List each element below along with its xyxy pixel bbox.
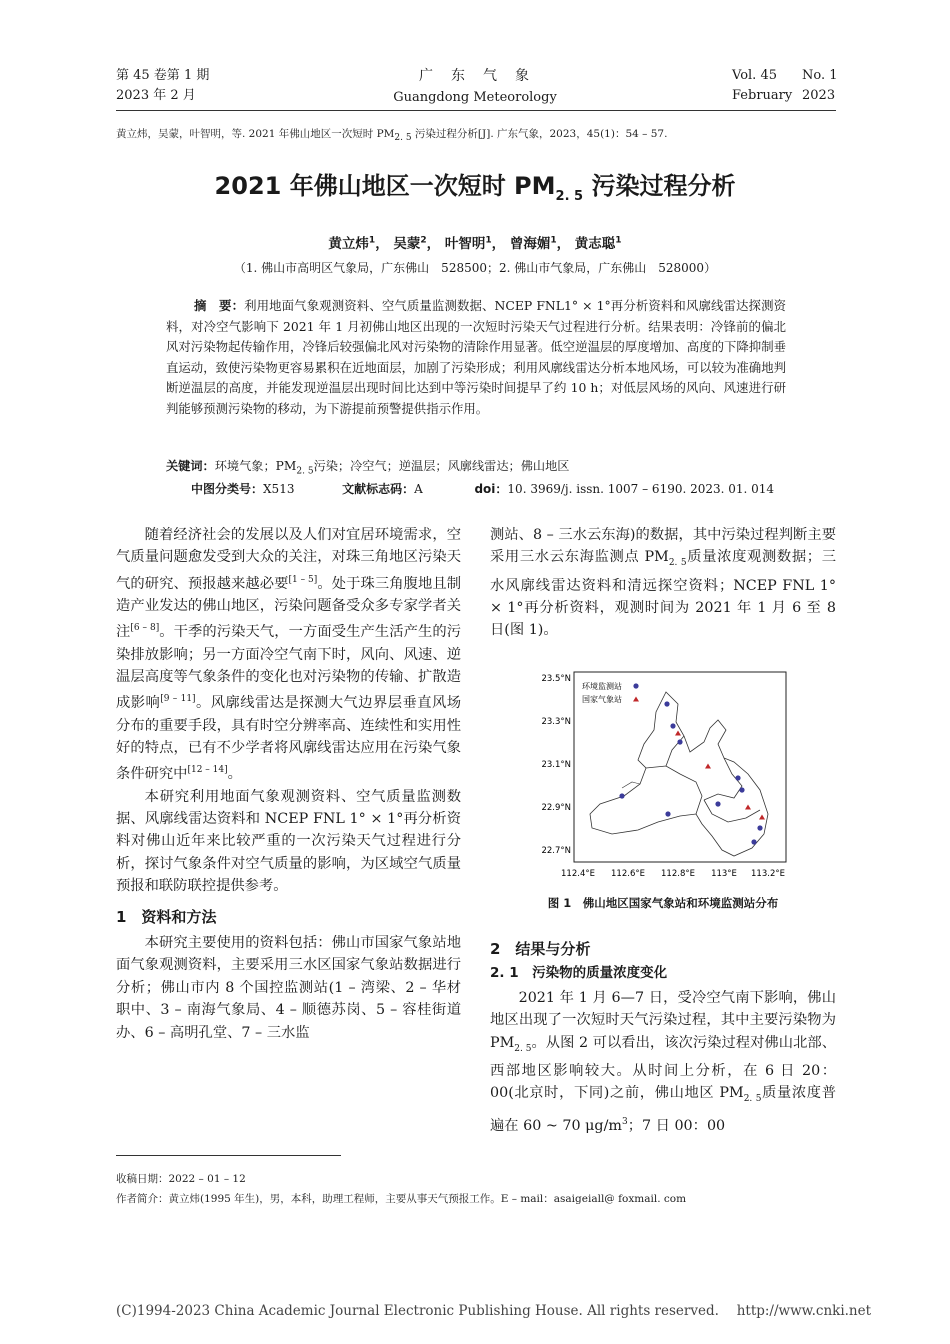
data-method-continuation: 测站、8 – 三水云东海)的数据，其中污染过程判断主要采用三水云东海监测点 $PM_{2. 5}$质量浓度观测数据；三水风廓线雷达资料和清远探空资料；NCEP FNL 1° × 1°再分析资料，观测时间为 2021 年 1 月 6 至 8 日(图 1)。 xyxy=(490,527,837,639)
journal-name-en: Guangdong Meteorology xyxy=(393,90,557,105)
legend-nat-label: 国家气象站 xyxy=(582,695,622,704)
intro-paragraph-1: 随着经济社会的发展以及人们对宜居环境需求，空气质量问题愈发受到大众的关注，对珠三角地区污染天气的研究、预报越来越必要[1 – 5]。处于珠三角腹地且制造产业发达的佛山地区，污染问题备受众多专家学者关注[6 – 8]。干季的污染天气，一方面受生产生活产生的污染排放影响；另一方面冷空气南下时，风向、风速、逆温层高度等气象条件的变化也对污染物的传输、扩散造成影响[9 – 11]。风廓线雷达是探测大气边界层垂直风场分布的重要手段，具有时空分辨率高、连续性和实用性好的特点，已有不少学者将风廓线雷达应用在污染气象条件研究中[12 – 14]。 xyxy=(116,527,462,783)
header-year-en: 2023 xyxy=(802,88,836,103)
header-vol-en: Vol. 45 xyxy=(732,68,777,83)
station-map xyxy=(528,664,790,890)
body-right-column-top xyxy=(490,524,836,642)
header-month-en: February xyxy=(732,88,793,103)
env-station-marker xyxy=(665,811,670,816)
data-method-paragraph: 本研究主要使用的资料包括：佛山市国家气象站地面气象观测资料，主要采用三水区国家气象站数据进行分析；佛山市内 8 个国控监测站(1 – 湾梁、2 – 华材职中、3 – 南海气象局、4 – 顺德苏岗、5 – 容桂街道办、6 – 高明孔堂、7 – 三水监 xyxy=(116,934,461,1041)
journal-name-cn: 广 东 气 象 xyxy=(419,68,531,84)
citation-line: 黄立炜，吴蒙，叶智明，等. 2021 年佛山地区一次短时 $PM_{2. 5}$ 污染过程分析[J]. 广东气象，2023，45(1)：54 – 57. xyxy=(116,128,668,144)
section-heading-2: 2 结果与分析 xyxy=(490,940,591,958)
x-tick-label: 112.6°E xyxy=(611,869,645,879)
section-heading-1: 1 资料和方法 xyxy=(116,907,217,926)
received-date: 收稿日期：2022 – 01 – 12 xyxy=(116,1173,246,1185)
copyright-notice: (C)1994-2023 China Academic Journal Electronic Publishing House. All rights reserved. http://www.cnki.net xyxy=(116,1303,872,1319)
author-bio: 作者简介：黄立炜(1995 年生)，男，本科，助理工程师，主要从事天气预报工作。E – mail：asaigeiall@ foxmail. com xyxy=(116,1193,687,1205)
figure-1-map xyxy=(528,664,790,890)
env-station-marker xyxy=(751,839,756,844)
author-name: 黄立炜 xyxy=(328,236,369,252)
paper-title: 2021 年佛山地区一次短时 $PM_{2. 5}$ 污染过程分析 xyxy=(214,172,736,204)
author-name: 曾海媚 xyxy=(509,236,551,252)
env-station-marker xyxy=(735,775,740,780)
intro-paragraph-2: 本研究利用地面气象观测资料、空气质量监测数据、风廓线雷达资料和 NCEP FNL 1° × 1°再分析资料对佛山近年来比较严重的一次污染天气过程进行分析，探讨气象条件对空气质量的影响，为区域空气质量预报和联防联控提供参考。 xyxy=(116,788,461,895)
legend-env-marker xyxy=(633,683,638,688)
env-station-marker xyxy=(664,701,669,706)
footnote-rule xyxy=(116,1155,341,1156)
classification-line: 中图分类号：X513 文献标志码：A doi：10. 3969/j. issn. 1007 – 6190. 2023. 01. 014 xyxy=(191,482,775,496)
y-tick-label: 22.9°N xyxy=(541,803,571,813)
body-left-column xyxy=(116,524,461,1044)
env-station-marker xyxy=(715,801,720,806)
subsection-heading-2-1: 2. 1 污染物的质量浓度变化 xyxy=(490,965,668,982)
header-date: 2023 年 2 月 xyxy=(116,88,196,103)
x-tick-label: 113°E xyxy=(711,869,737,879)
keywords: 关键词：环境气象；$PM_{2. 5}$污染；冷空气；逆温层；风廓线雷达；佛山地区 xyxy=(166,459,570,477)
legend-env-label: 环境监测站 xyxy=(582,682,622,691)
affiliations: （1. 佛山市高明区气象局，广东佛山 528500；2. 佛山市气象局，广东佛山 528000） xyxy=(233,261,717,275)
y-tick-label: 23.3°N xyxy=(541,717,571,727)
x-tick-label: 112.8°E xyxy=(661,869,695,879)
env-station-marker xyxy=(670,723,675,728)
env-station-marker xyxy=(757,825,762,830)
author-name: 叶智明 xyxy=(444,236,486,252)
env-station-marker xyxy=(619,793,624,798)
header-no-en: No. 1 xyxy=(802,68,838,83)
body-right-column-bottom xyxy=(490,938,836,1137)
figure-1-caption: 图 1 佛山地区国家气象站和环境监测站分布 xyxy=(547,896,779,910)
author-list: 黄立炜$^1$， 吴蒙$^2$， 叶智明$^1$， 曾海媚$^1$， 黄志聪$^1$ xyxy=(328,235,622,252)
header-rule xyxy=(116,110,836,111)
abstract: 摘 要：利用地面气象观测资料、空气质量监测数据、NCEP FNL1° × 1°再分析资料和风廓线雷达探测资料，对冷空气影响下 2021 年 1 月初佛山地区出现的一次短时污染天气过程进行分析。结果表明：冷锋前的偏北风对污染物起传输作用，冷锋后较强偏北风对污染物的清除作用显著。低空逆温层的厚度增加、高度的下降抑制垂直运动，致使污染物更容易累积在近地面层，加剧了污染形成；利用风廓线雷达分析本地风场，可以较为准确地判断逆温层的高度，并能发现逆温层出现时间比达到中等污染时间提早了约 10 h；对低层风场的风向、风速进行研判能够预测污染物的移动，为下游提前预警提供指示作用。 xyxy=(166,298,786,416)
author-name: 黄志聪 xyxy=(574,236,616,252)
x-tick-label: 113.2°E xyxy=(751,869,785,879)
env-station-marker xyxy=(677,739,682,744)
y-tick-label: 23.5°N xyxy=(541,674,571,684)
author-name: 吴蒙 xyxy=(393,236,421,252)
x-tick-label: 112.4°E xyxy=(561,869,595,879)
y-tick-label: 23.1°N xyxy=(541,760,571,770)
header-volume: 第 45 卷第 1 期 xyxy=(116,68,210,83)
y-tick-label: 22.7°N xyxy=(541,846,571,856)
env-station-marker xyxy=(739,787,744,792)
results-paragraph: 2021 年 1 月 6—7 日，受冷空气南下影响，佛山地区出现了一次短时天气污染过程，其中主要污染物为 $PM_{2. 5}$。从图 2 可以看出，该次污染过程对佛山北部、西部地区影响较大。从时间上分析，在 6 日 20：00(北京时，下同)之前，佛山地区 $PM_{2. 5}$质量浓度普遍在 60 ~ 70 $\mu g/m^3$；7 日 00：00 xyxy=(490,989,836,1134)
